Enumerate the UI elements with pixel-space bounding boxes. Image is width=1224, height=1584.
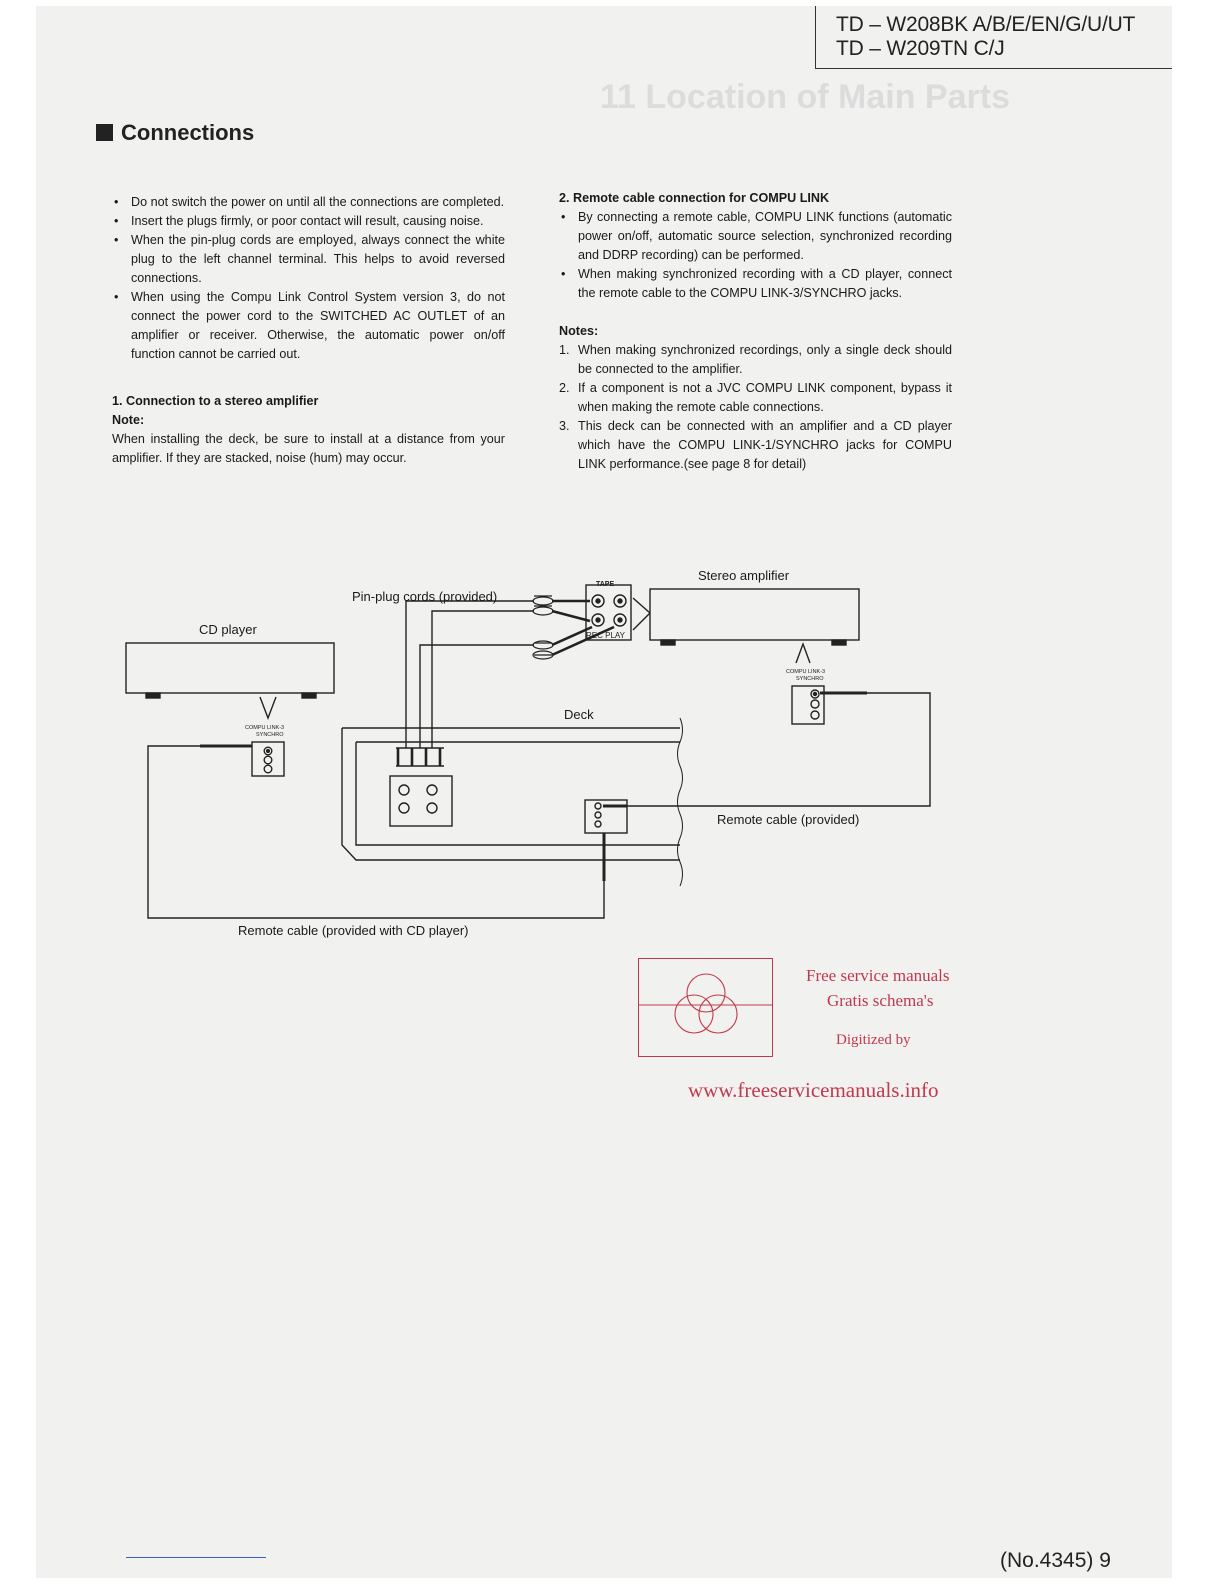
list-item: • Insert the plugs firmly, or poor contact will result, causing noise.	[112, 212, 505, 231]
tape-label: TAPE	[596, 581, 615, 588]
bottom-link-underline	[126, 1557, 266, 1558]
list-item: 2. If a component is not a JVC COMPU LINK component, bypass it when making the remote cable connections.	[559, 381, 952, 414]
stamp-line-1: Free service manuals	[806, 966, 950, 985]
remote-cable-cd-label: Remote cable (provided with CD player)	[238, 923, 469, 938]
list-item: • When the pin-plug cords are employed, always connect the white plug to the left channel terminal. This helps to avoid reversed connections.	[112, 231, 505, 288]
stamp-url-link[interactable]: www.freeservicemanuals.info	[688, 1078, 939, 1102]
amp-compu-link-label-2: SYNCHRO	[796, 676, 824, 682]
stamp-line-2: Gratis schema's	[827, 991, 934, 1010]
amp-compu-link-jacks	[792, 686, 824, 724]
notes-label: Notes:	[559, 324, 599, 338]
model-line-1: TD – W208BK A/B/E/EN/G/U/UT	[836, 13, 1136, 36]
list-item: 3. This deck can be connected with an amplifier and a CD player which have the COMPU LINK-1/SYNCHRO jacks for COMPU LINK performance.(see page 8 for detail)	[559, 419, 952, 471]
subheading-connection-amplifier: 1. Connection to a stereo amplifier	[112, 394, 319, 408]
list-item: • Do not switch the power on until all the connections are completed.	[112, 193, 505, 212]
stereo-amplifier-unit	[633, 589, 859, 663]
pin-plug-cords-label: Pin-plug cords (provided)	[352, 589, 498, 604]
cd-compu-link-label-2: SYNCHRO	[256, 732, 284, 738]
subheading-remote-cable: 2. Remote cable connection for COMPU LINK	[559, 191, 830, 205]
note-label: Note:	[112, 413, 145, 427]
cd-compu-link-label-1: COMPU LINK-3	[245, 725, 285, 731]
cd-compu-link-jacks	[252, 742, 284, 776]
remote-cable-label: Remote cable (provided)	[717, 812, 860, 827]
list-item: 1. When making synchronized recordings, only a single deck should be connected to the amplifier.	[559, 343, 952, 376]
section-title: Connections	[96, 120, 254, 146]
deck-label: Deck	[564, 707, 594, 722]
list-item: • When using the Compu Link Control System version 3, do not connect the power cord to the SWITCHED AC OUTLET of an amplifier or receiver. Otherwise, the automatic power on/off function cannot be carried out.	[112, 288, 505, 364]
remote-cable-amp-deck	[603, 693, 930, 806]
triple-circle-logo-icon	[639, 959, 772, 1056]
list-item: • By connecting a remote cable, COMPU LINK functions (automatic power on/off, automatic source selection, synchronized recording and DDRP recording) can be performed.	[559, 208, 952, 265]
note-text: When installing the deck, be sure to install at a distance from your amplifier. If they are stacked, noise (hum) may occur.	[112, 432, 505, 465]
rec-play-label: REC PLAY	[586, 631, 625, 640]
list-item: • When making synchronized recording with a CD player, connect the remote cable to the COMPU LINK-3/SYNCHRO jacks.	[559, 265, 952, 303]
stamp-line-3: Digitized by	[836, 1032, 911, 1048]
cd-player-unit	[126, 643, 334, 718]
cd-player-label: CD player	[199, 622, 257, 637]
deck-unit	[342, 718, 683, 886]
stereo-amplifier-label: Stereo amplifier	[698, 568, 790, 583]
stamp-logo-box	[638, 958, 773, 1057]
page-number: (No.4345) 9	[1000, 1549, 1111, 1572]
pin-plug-cord-lines	[396, 601, 534, 766]
amp-compu-link-label-1: COMPU LINK-3	[786, 669, 826, 675]
show-through-text: 11 Location of Main Parts	[600, 78, 1010, 116]
remote-cable-cd-deck	[148, 746, 604, 918]
model-line-2: TD – W209TN C/J	[836, 37, 1005, 60]
